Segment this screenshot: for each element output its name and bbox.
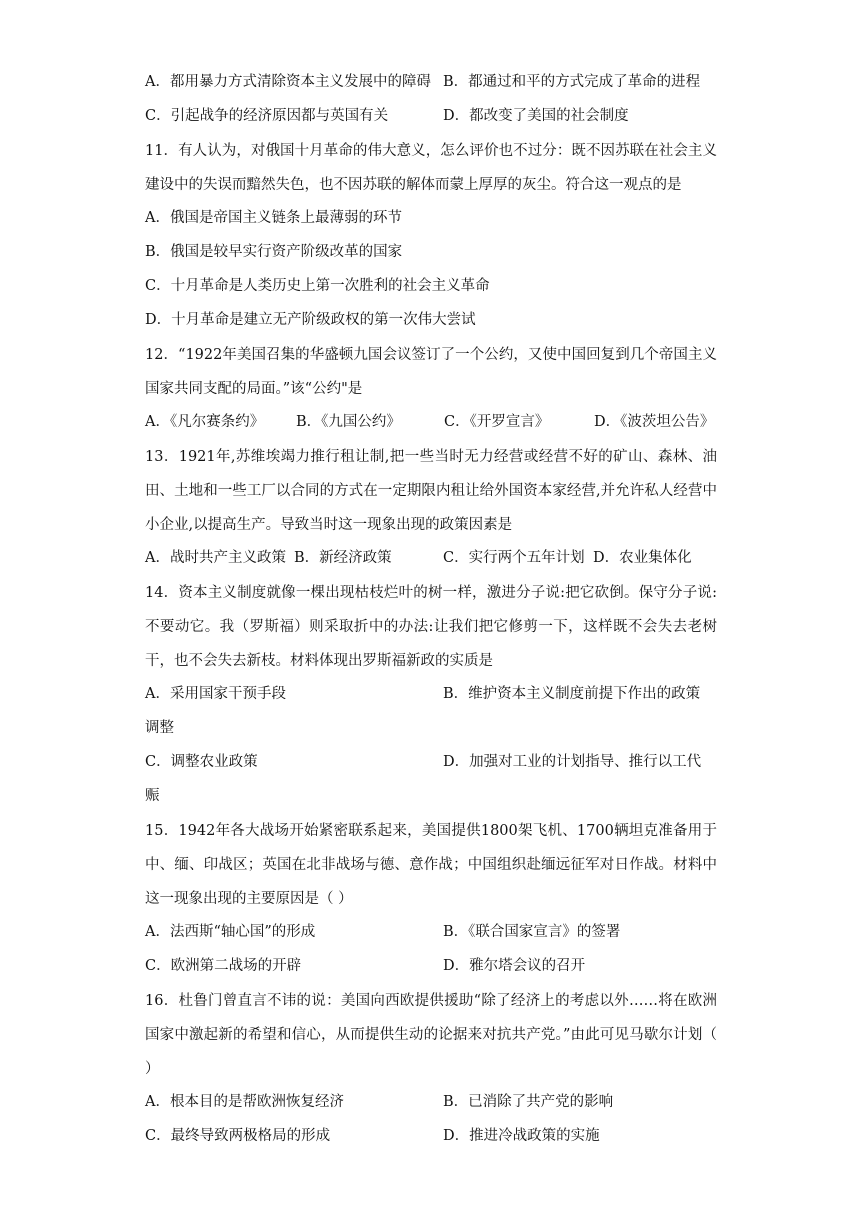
q13-stem: 13．1921年,苏维埃竭力推行租让制,把一些当时无力经营或经营不好的矿山、森林、油田、土地和一些工厂以合同的方式在一定期限内租让给外国资本家经营,并允许私人经营中小企业,以提高生产。导致当时这一现象出现的政策因素是 [145, 449, 717, 533]
q11-option-d: D．十月革命是建立无产阶级政权的第一次伟大尝试 [145, 312, 476, 328]
q12-option-a: A．《凡尔赛条约》 [145, 414, 265, 430]
q15-option-a: A．法西斯“轴心国”的形成 [145, 924, 316, 940]
q11-stem: 11．有人认为，对俄国十月革命的伟大意义，怎么评价也不过分：既不因苏联在社会主义建设中的失误而黯然失色，也不因苏联的解体而蒙上厚厚的灰尘。符合这一观点的是 [145, 143, 717, 193]
q16-option-c: C．最终导致两极格局的形成 [145, 1128, 331, 1144]
q12-option-c: C．《开罗宣言》 [444, 414, 550, 430]
q13-option-c: C．实行两个五年计划 [443, 550, 585, 566]
q14-option-c: C．调整农业政策 [145, 754, 258, 770]
q14-option-a: A．采用国家干预手段 [145, 686, 286, 702]
q12-option-d: D．《波茨坦公告》 [594, 414, 715, 430]
q12-stem: 12．“1922年美国召集的华盛顿九国会议签订了一个公约，又使中国回复到几个帝国主义国家共同支配的局面。”该“公约"是 [145, 347, 717, 397]
q14-option-d: D．加强对工业的计划指导、推行以工代 [443, 754, 702, 770]
q15-option-c: C．欧洲第二战场的开辟 [145, 958, 302, 974]
q14-option-b: B．维护资本主义制度前提下作出的政策 [443, 686, 701, 702]
q16-option-a: A．根本目的是帮欧洲恢复经济 [145, 1094, 344, 1110]
q10-option-a: A．都用暴力方式清除资本主义发展中的障碍 [145, 74, 431, 90]
q13-option-b: B．新经济政策 [294, 550, 392, 566]
q15-option-b: B．《联合国家宣言》的签署 [443, 924, 621, 940]
q10-option-d: D．都改变了美国的社会制度 [443, 108, 629, 124]
q14-stem: 14．资本主义制度就像一棵出现枯枝烂叶的树一样，激进分子说:把它砍倒。保守分子说:不要动它。我（罗斯福）则采取折中的办法:让我们把它修剪一下，这样既不会失去老树干，也不会失去新枝。材料体现出罗斯福新政的实质是 [145, 585, 717, 669]
q15-stem: 15．1942年各大战场开始紧密联系起来，美国提供1800架飞机、1700辆坦克准备用于中、缅、印战区；英国在北非战场与德、意作战；中国组织赴缅远征军对日作战。材料中这一现象出现的主要原因是（ ） [145, 823, 717, 907]
q13-option-d: D．农业集体化 [593, 550, 692, 566]
q13-option-a: A．战时共产主义政策 [145, 550, 286, 566]
q12-option-b: B．《九国公约》 [296, 414, 401, 430]
q16-option-b: B．已消除了共产党的影响 [443, 1094, 614, 1110]
q14-option-d-wrap: 赈 [145, 788, 160, 804]
q14-option-b-wrap: 调整 [145, 720, 174, 736]
q11-option-b: B．俄国是较早实行资产阶级改革的国家 [145, 244, 403, 260]
q16-stem: 16．杜鲁门曾直言不讳的说：美国向西欧提供援助“除了经济上的考虑以外……将在欧洲国家中激起新的希望和信心，从而提供生动的论据来对抗共产党。”由此可见马歇尔计划（ ） [145, 993, 717, 1077]
q10-option-b: B．都通过和平的方式完成了革命的进程 [443, 74, 701, 90]
q11-option-a: A．俄国是帝国主义链条上最薄弱的环节 [145, 210, 402, 226]
q11-option-c: C．十月革命是人类历史上第一次胜利的社会主义革命 [145, 278, 490, 294]
q15-option-d: D．雅尔塔会议的召开 [443, 958, 586, 974]
q10-option-c: C．引起战争的经济原因都与英国有关 [145, 108, 389, 124]
q16-option-d: D．推进冷战政策的实施 [443, 1128, 600, 1144]
